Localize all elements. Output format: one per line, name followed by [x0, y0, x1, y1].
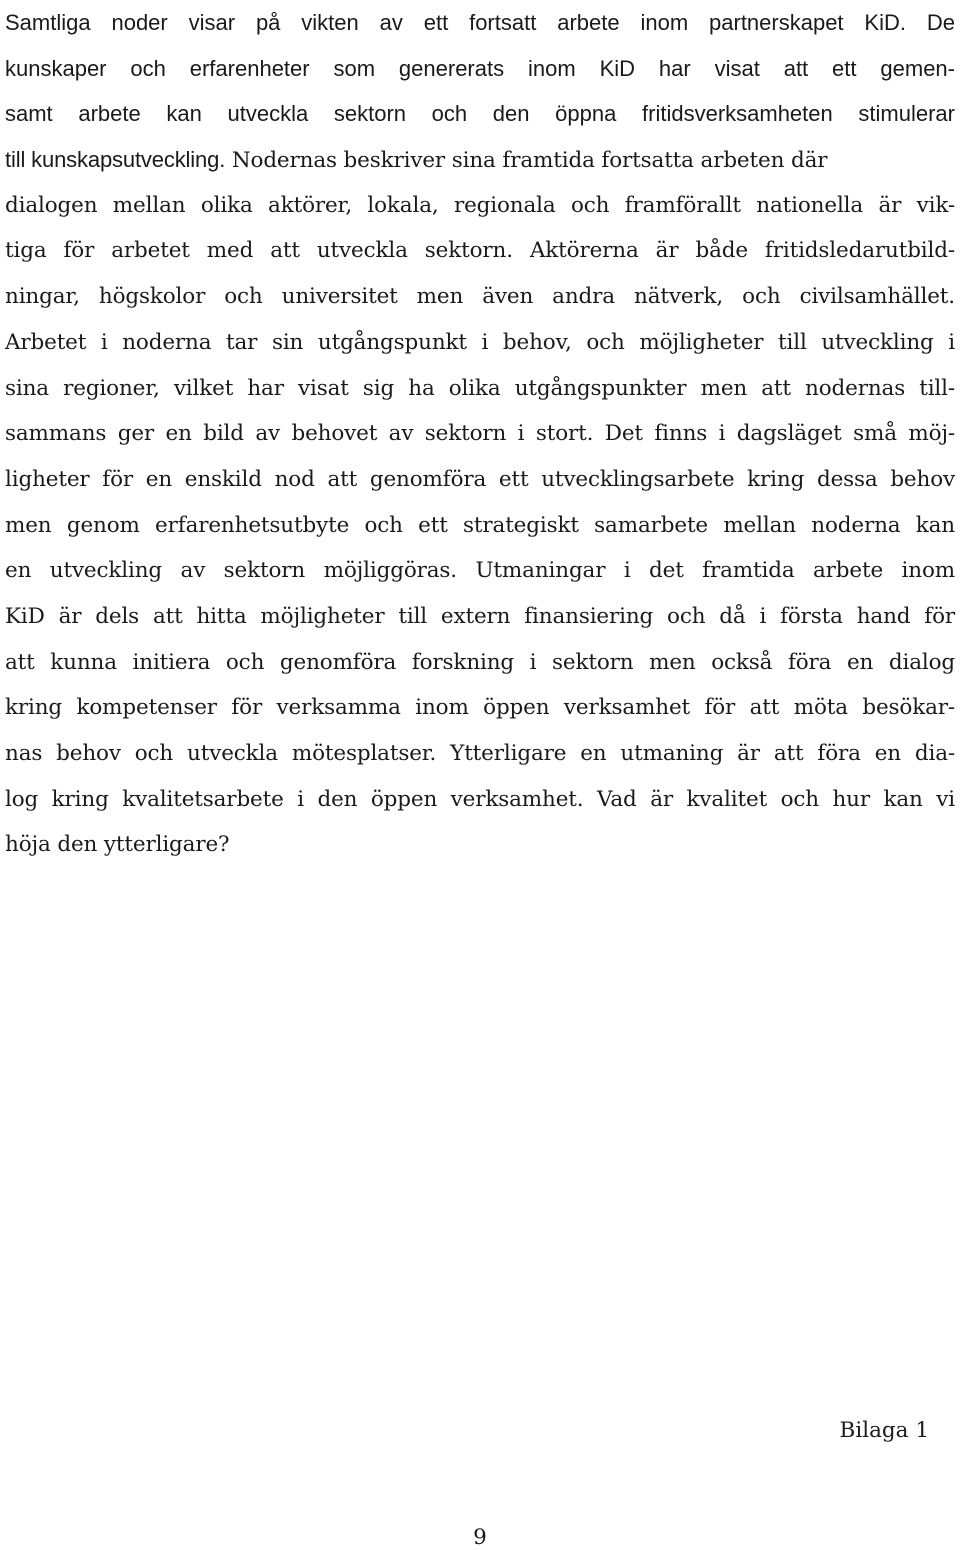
text-line: tiga för arbetet med att utveckla sektorn. Aktörerna är både fritidsledarutbild-: [5, 238, 955, 264]
text-line: kunskaper och erfarenheter som genererats inom KiD har visat att ett gemen-: [5, 55, 955, 81]
text-line: ligheter för en enskild nod att genomföra ett utvecklingsarbete kring dessa behov: [5, 466, 955, 492]
text-line: samt arbete kan utveckla sektorn och den öppna fritidsverksamheten stimulerar: [5, 101, 955, 127]
text-line: men genom erfarenhetsutbyte och ett strategiskt samarbete mellan noderna kan: [5, 512, 955, 538]
text-line: höja den ytterligare?: [5, 832, 230, 858]
appendix-label: Bilaga 1: [839, 1418, 929, 1443]
page-number: 9: [473, 1525, 487, 1550]
text-fragment: till kunskapsutveckling.: [5, 147, 226, 173]
text-line: Samtliga noder visar på vikten av ett fortsatt arbete inom partnerskapet KiD. De: [5, 10, 955, 35]
body-text: [5, 0, 955, 868]
text-line: log kring kvalitetsarbete i den öppen verksamhet. Vad är kvalitet och hur kan vi: [5, 786, 955, 812]
text-line: Arbetet i noderna tar sin utgångspunkt i behov, och möjligheter till utveckling i: [5, 329, 955, 355]
text-line: [5, 137, 955, 183]
text-line: sina regioner, vilket har visat sig ha olika utgångspunkter men att nodernas till-: [5, 375, 955, 401]
text-fragment: Nodernas beskriver sina framtida fortsatta arbeten där: [225, 148, 828, 174]
text-line: kring kompetenser för verksamma inom öppen verksamhet för att möta besökar-: [5, 695, 955, 721]
text-line: KiD är dels att hitta möjligheter till extern finansiering och då i första hand för: [5, 603, 955, 629]
text-line: en utveckling av sektorn möjliggöras. Utmaningar i det framtida arbete inom: [5, 558, 955, 584]
text-line: att kunna initiera och genomföra forskning i sektorn men också föra en dialog: [5, 649, 955, 675]
text-line: ningar, högskolor och universitet men även andra nätverk, och civilsamhället.: [5, 284, 955, 310]
text-line: nas behov och utveckla mötesplatser. Ytterligare en utmaning är att föra en dia-: [5, 741, 955, 766]
text-line: sammans ger en bild av behovet av sektorn i stort. Det finns i dagsläget små möj-: [5, 421, 955, 447]
text-line: dialogen mellan olika aktörer, lokala, regionala och framförallt nationella är vik-: [5, 192, 955, 218]
